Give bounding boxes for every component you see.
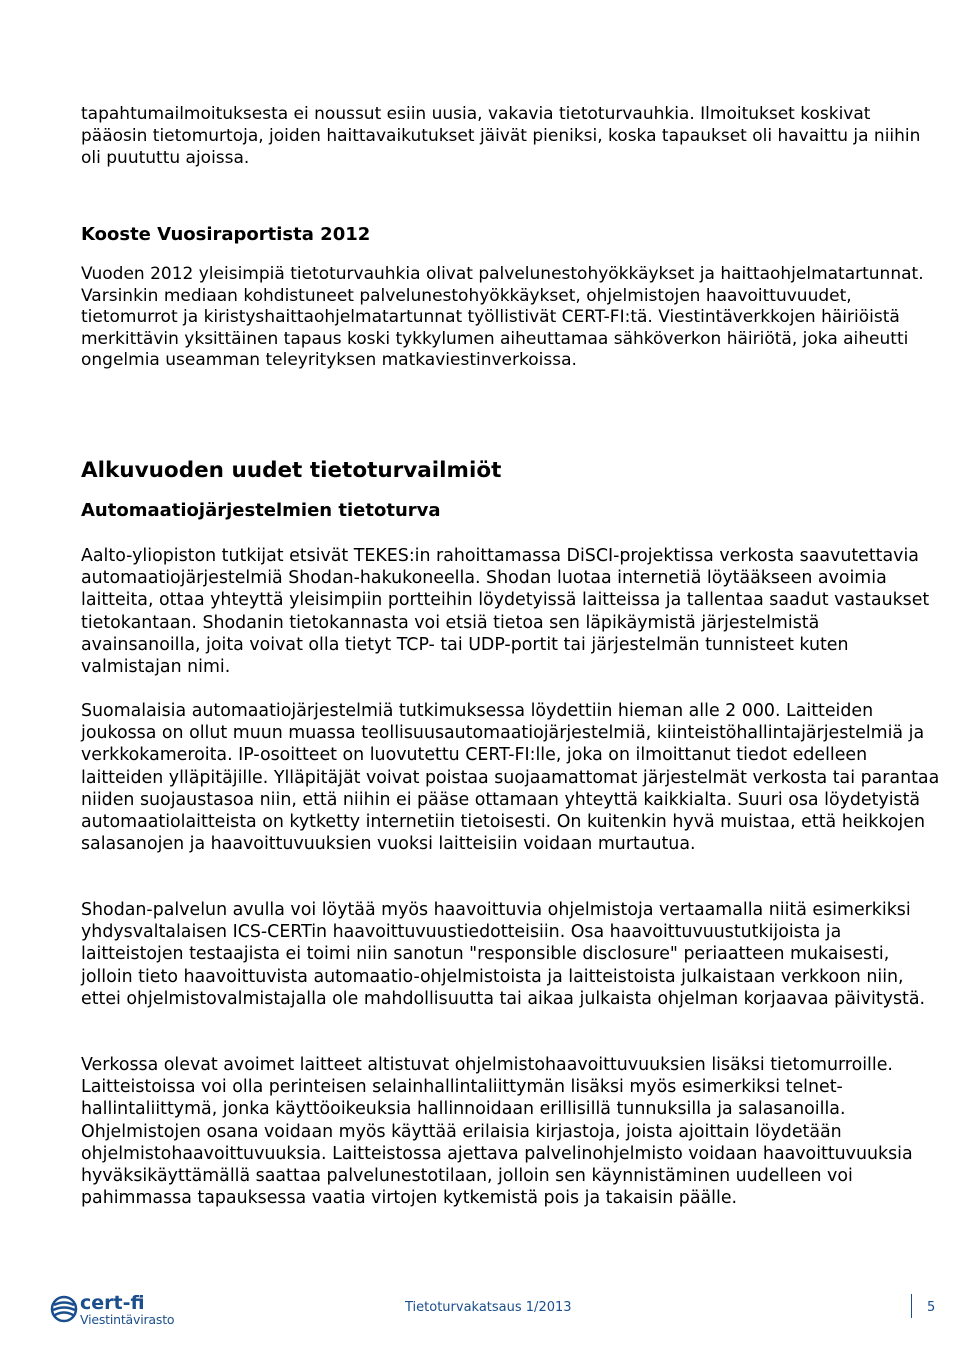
cert-fi-logo (50, 1292, 190, 1332)
section-heading: Alkuvuoden uudet tietoturvailmiöt (81, 458, 502, 483)
logo-subtitle: Viestintävirasto (80, 1312, 175, 1327)
section-subheading: Automaatiojärjestelmien tietoturva (81, 500, 441, 521)
body-paragraph: Shodan-palvelun avulla voi löytää myös haavoittuvia ohjelmistoja vertaamalla niitä esimerkiksi yhdysvaltalaisen ICS-CERTin haavoittuvuustiedotteisiin. Osa haavoittuvuustutkijoista ja laitteistojen testaajista ei toimi niin sanotun "responsible disclosure" periaatteen mukaisesti, jolloin tieto haavoittuvista automaatio-ohjelmistoista ja laitteistoista julkaistaan verkkoon niin, ettei ohjelmistovalmistajalla ole mahdollisuutta tai aikaa julkaista ohjelman korjaavaa päivitystä. (81, 900, 926, 1009)
summary-heading: Kooste Vuosiraportista 2012 (81, 224, 371, 245)
body-paragraph: Suomalaisia automaatiojärjestelmiä tutkimuksessa löydettiin hieman alle 2 000. Laitteiden joukossa on ollut muun muassa teollisuusautomaatiojärjestelmiä, kiinteistöhallintajärjestelmiä ja verkkokameroita. IP-osoitteet on luovutettu CERT-FI:lle, joka on ilmoittanut tiedot edelleen laitteiden ylläpitäjille. Ylläpitäjät voivat poistaa suojaamattomat järjestelmät verkosta tai parantaa niiden suojaustasoa niin, että niihin ei pääse ottamaan yhteyttä kaikkialta. Suuri osa löydetyistä automaatiolaitteista on kytketty internetiin tietoisesti. On kuitenkin hyvä muistaa, että heikkojen salasanojen ja haavoittuvuuksien vuoksi laitteisiin voidaan murtautua. (81, 701, 940, 855)
body-paragraph: Aalto-yliopiston tutkijat etsivät TEKES:in rahoittamassa DiSCI-projektissa verkosta saavutettavia automaatiojärjestelmiä Shodan-hakukoneella. Shodan luotaa internetiä löytääkseen avoimia laitteita, ottaa yhteyttä yleisimpiin portteihin löydetyissä laitteissa ja tallentaa saadut vastaukset tietokantaan. Shodanin tietokannasta voi etsiä tietoa sen läpikäymistä järjestelmistä avainsanoilla, joita voivat olla tietyt TCP- tai UDP-portit tai järjestelmän tunnisteet kuten valmistajan nimi. (81, 546, 930, 678)
footer-title: Tietoturvakatsaus 1/2013 (405, 1300, 572, 1315)
logo-name: cert-fi (80, 1292, 145, 1314)
globe-icon (50, 1294, 78, 1324)
page-number: 5 (927, 1300, 936, 1315)
body-paragraph: Verkossa olevat avoimet laitteet altistuvat ohjelmistohaavoittuvuuksien lisäksi tietomurroille. Laitteistoissa voi olla perinteisen selainhallintaliittymän lisäksi myös esimerkiksi telnet-hallintaliittymä, jonka käyttöoikeuksia hallinnoidaan erillisillä tunnuksilla ja salasanoilla. Ohjelmistojen osana voidaan myös käyttää erilaisia kirjastoja, joista ajoittain löydetään ohjelmistohaavoittuvuuksia. Laitteistossa ajettava palvelinohjelmisto voidaan haavoittuvuuksia hyväksikäyttämällä saattaa palvelunestotilaan, jolloin sen käynnistäminen uudelleen voi pahimmassa tapauksessa vaatia virtojen kytkemistä pois ja takaisin päälle. (81, 1055, 913, 1209)
footer-divider (911, 1294, 912, 1318)
summary-paragraph: Vuoden 2012 yleisimpiä tietoturvauhkia olivat palvelunestohyökkäykset ja haittaohjelmatartunnat. Varsinkin mediaan kohdistuneet palvelunestohyökkäykset, ohjelmistojen haavoittuvuudet, tietomurrot ja kiristyshaittaohjelmatartunnat työllistivät CERT-FI:tä. Viestintäverkkojen häiriöistä merkittävin yksittäinen tapaus koski tykkylumen aiheuttamaa sähköverkon häiriötä, joka aiheutti ongelmia useamman teleyrityksen matkaviestinverkoissa. (81, 264, 924, 370)
intro-paragraph: tapahtumailmoituksesta ei noussut esiin uusia, vakavia tietoturvauhkia. Ilmoitukset koskivat pääosin tietomurtoja, joiden haittavaikutukset jäivät pieniksi, koska tapaukset oli havaittu ja niihin oli puututtu ajoissa. (81, 104, 921, 168)
